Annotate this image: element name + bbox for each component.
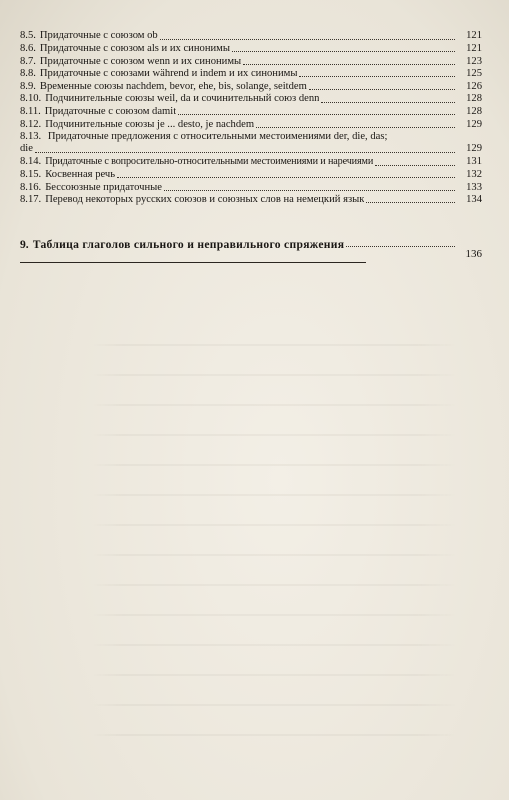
toc-entry-8-13	[20, 131, 482, 156]
section-number: 8.14.	[20, 156, 42, 168]
toc-entry-8-11	[20, 106, 482, 119]
toc-entry-8-14	[20, 156, 482, 169]
section-title: Придаточные с союзом wenn и их синонимы	[39, 55, 242, 67]
section-number: 8.9.	[20, 80, 36, 92]
page-number: 129	[466, 143, 482, 155]
toc-entry-8-15	[20, 169, 482, 182]
page-number: 133	[466, 181, 482, 193]
section-title: Бессоюзные придаточные	[45, 181, 162, 193]
page-number: 123	[466, 55, 482, 67]
page-number: 131	[466, 156, 482, 168]
page-number: 128	[466, 93, 482, 105]
toc-entry-8-10	[20, 93, 482, 106]
section-number: 8.10.	[20, 93, 42, 105]
table-of-contents	[20, 30, 482, 206]
dot-leader	[164, 190, 455, 191]
dot-leader	[375, 165, 455, 166]
dot-leader	[160, 39, 455, 40]
dot-leader	[35, 152, 455, 153]
dot-leader	[256, 127, 455, 128]
section-title: Подчинительные союзы je ... desto, je nachdem	[45, 118, 255, 130]
section-title: Перевод некоторых русских союзов и союзных слов на немецкий язык	[45, 194, 365, 206]
toc-entry-8-8	[20, 68, 482, 81]
dot-leader	[309, 89, 455, 90]
chapter-underline	[20, 262, 366, 263]
section-title: Придаточные с вопросительно-относительными местоимениями и наречиями	[45, 156, 374, 168]
section-title: Подчинительные союзы weil, da и сочинительный союз denn	[45, 93, 320, 105]
dot-leader	[243, 64, 455, 65]
page-number: 121	[466, 30, 482, 42]
section-number: 8.13.	[20, 130, 42, 142]
section-title: Придаточные с союзом ob	[39, 30, 158, 42]
section-title-line1: Придаточные предложения с относительными местоимениями der, die, das;	[47, 130, 388, 142]
section-number: 8.11.	[20, 105, 41, 117]
section-number: 8.17.	[20, 194, 42, 206]
page-number: 134	[466, 194, 482, 206]
section-title: Придаточные с союзом als и их синонимы	[39, 42, 230, 54]
toc-entry-8-7	[20, 55, 482, 68]
dot-leader	[117, 177, 455, 178]
section-title: Косвенная речь	[45, 168, 116, 180]
dot-leader	[346, 246, 455, 247]
page-number: 121	[466, 42, 482, 54]
section-number: 8.7.	[20, 55, 36, 67]
chapter-number: 9.	[20, 238, 29, 251]
section-number: 8.5.	[20, 30, 36, 42]
toc-entry-8-5	[20, 30, 482, 43]
section-number: 8.6.	[20, 42, 36, 54]
section-title: Придаточные с союзом damit	[44, 105, 177, 117]
toc-entry-8-17	[20, 194, 482, 207]
chapter-title: Таблица глаголов сильного и неправильного спряжения	[32, 238, 345, 251]
section-title-line2: die	[20, 143, 33, 155]
dot-leader	[232, 51, 455, 52]
toc-entry-8-6	[20, 43, 482, 56]
dot-leader	[299, 76, 455, 77]
toc-entry-8-12	[20, 118, 482, 131]
toc-entry-8-16	[20, 181, 482, 194]
page-number: 132	[466, 168, 482, 180]
section-title: Временные союзы nachdem, bevor, ehe, bis, solange, seitdem	[39, 80, 307, 92]
page-number: 125	[466, 68, 482, 80]
bleed-through-text	[0, 330, 509, 750]
page-number: 129	[466, 118, 482, 130]
toc-chapter-9	[20, 238, 482, 260]
dot-leader	[321, 102, 455, 103]
page-number: 126	[466, 80, 482, 92]
section-number: 8.16.	[20, 181, 42, 193]
dot-leader	[178, 114, 455, 115]
toc-entry-8-9	[20, 80, 482, 93]
section-number: 8.15.	[20, 168, 42, 180]
page-number: 136	[465, 248, 482, 260]
dot-leader	[366, 202, 455, 203]
page-number: 128	[466, 105, 482, 117]
section-number: 8.8.	[20, 68, 36, 80]
section-title: Придаточные с союзами während и indem и их синонимы	[39, 68, 298, 80]
section-number: 8.12.	[20, 118, 42, 130]
